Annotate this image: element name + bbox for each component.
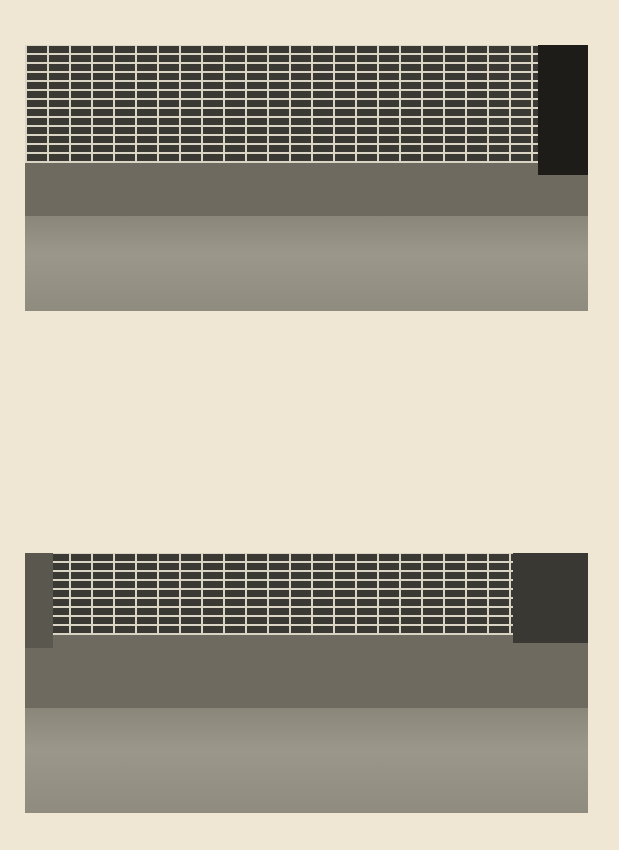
group-photo-bottom bbox=[25, 553, 588, 813]
group-photo-top bbox=[25, 45, 588, 311]
group-of-students-bottom bbox=[25, 553, 588, 813]
group-of-students-top bbox=[25, 45, 588, 311]
